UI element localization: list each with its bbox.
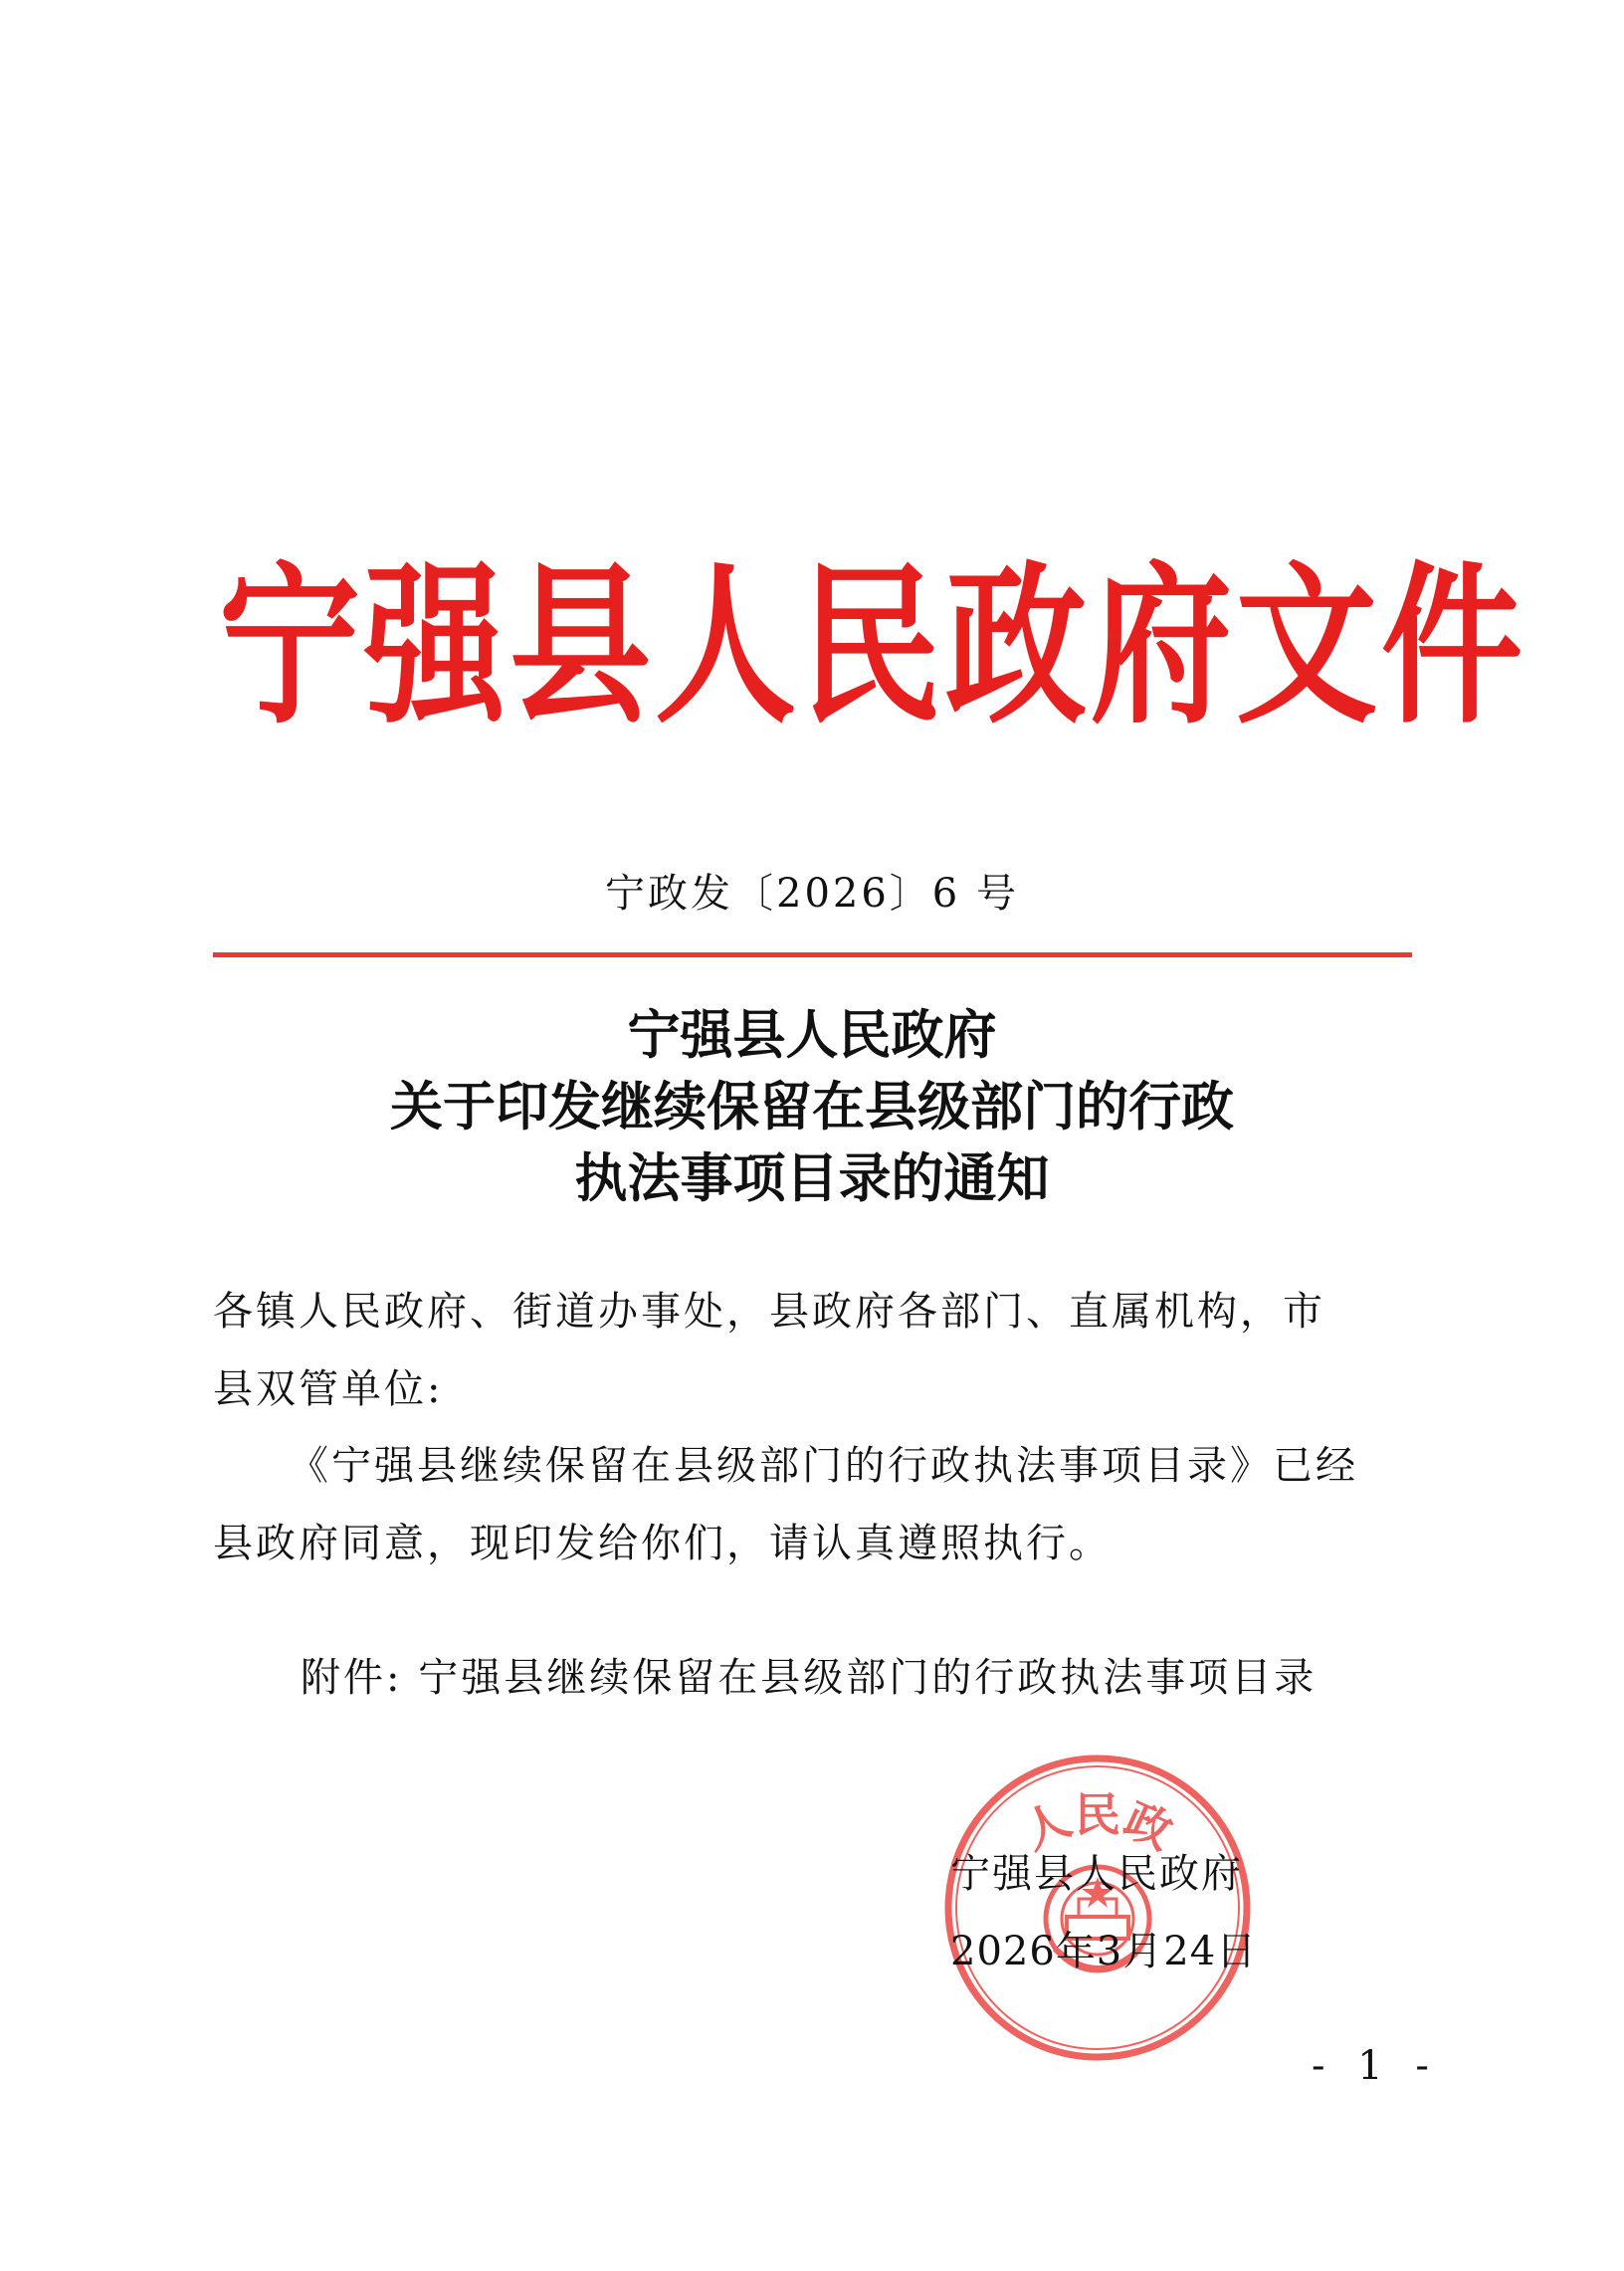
document-header-title: 宁强县人民政府文件 bbox=[219, 545, 1526, 748]
issue-date: 2026年3月24日 bbox=[950, 1929, 1258, 1974]
body-line-notice-cont: 县政府同意，现印发给你们，请认真遵照执行。 bbox=[213, 1521, 1112, 1566]
title-line-3: 执法事项目录的通知 bbox=[574, 1148, 1050, 1209]
issuer-signature: 宁强县人民政府 bbox=[950, 1851, 1243, 1897]
document-title bbox=[0, 1000, 1624, 1215]
seal-arc-text: 人民政 bbox=[1014, 1787, 1181, 1860]
body-line-recipients: 各镇人民政府、街道办事处，县政府各部门、直属机构，市 bbox=[213, 1289, 1325, 1335]
document-number: 宁政发〔2026〕6 号 bbox=[605, 871, 1019, 917]
title-line-2: 关于印发继续保留在县级部门的行政 bbox=[390, 1077, 1234, 1137]
body-line-notice: 《宁强县继续保留在县级部门的行政执法事项目录》已经 bbox=[289, 1443, 1358, 1489]
title-line-1: 宁强县人民政府 bbox=[627, 1005, 997, 1066]
page-number: - 1 - bbox=[1312, 2043, 1439, 2089]
official-seal-icon bbox=[939, 1750, 1256, 2066]
attachment-line: 附件: 宁强县继续保留在县级部门的行政执法事项目录 bbox=[301, 1655, 1318, 1701]
body-line-recipients-cont: 县双管单位: bbox=[213, 1366, 444, 1412]
red-divider-rule bbox=[213, 952, 1412, 957]
